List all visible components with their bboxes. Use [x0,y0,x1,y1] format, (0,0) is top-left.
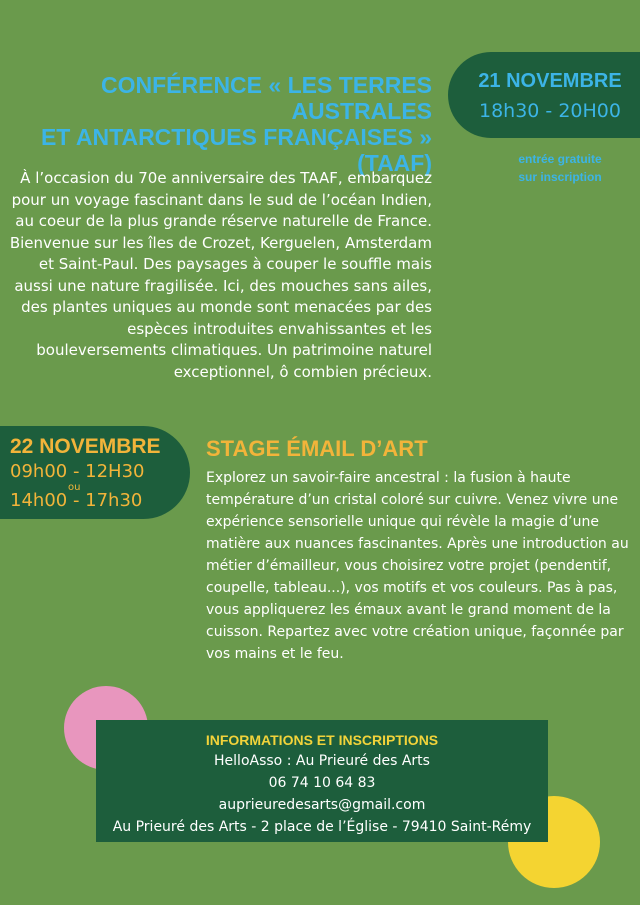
conference-description: À l’occasion du 70e anniversaire des TAAF, embarquez pour un voyage fascinant dans le sud de l’océan Indien, au coeur de la plus grande réserve naturelle de France. Bienvenue sur les îles de Crozet, Kerguelen, Amsterdam et Saint-Paul. Des paysages à couper le souffle mais aussi une nature fragilisée. Ici, des mouches sans ailes, des plantes uniques au monde sont menacées par des espèces introduites envahissantes et les bouleversements climatiques. Un patrimoine naturel exceptionnel, ô combien précieux. [9,169,432,381]
info-phone: 06 74 10 64 83 [268,775,376,791]
conference-date: 21 NOVEMBRE [478,70,622,92]
info-title: INFORMATIONS ET INSCRIPTIONS [205,732,439,748]
entry-note-line-1: entrée gratuite [518,152,602,166]
workshop-description: Explorez un savoir-faire ancestral : la fusion à haute température d’un cristal coloré sur cuivre. Venez vivre une expérience sensorielle unique qui révèle la magie d’une matière aux nuances fascinantes. Après une introduction au métier d’émailleur, vous choisirez votre projet (pendentif, coupelle, tableau...), vos motifs et vos couleurs. Pas à pas, vous appliquerez les émaux avant le grand moment de la cuisson. Repartez avec votre création unique, façonnée par vos mains et le feu. [206,470,629,662]
conference-entry-note [490,150,630,186]
info-helloasso: HelloAsso : Au Prieuré des Arts [214,753,430,769]
conference-title [10,72,432,176]
workshop-time-afternoon: 14h00 - 17h30 [10,490,143,511]
conference-title-line-1: CONFÉRENCE « LES TERRES AUSTRALES [101,72,432,124]
workshop-time-morning: 09h00 - 12H30 [10,461,145,482]
conference-title-line-3: (TAAF) [357,150,432,176]
info-address: Au Prieuré des Arts - 2 place de l’Église - 79410 Saint-Rémy [112,819,532,835]
workshop-title: STAGE ÉMAIL D’ART [206,436,428,461]
conference-date-pill [448,52,640,138]
info-email: auprieuredesarts@gmail.com [218,797,426,813]
conference-time: 18h30 - 20H00 [479,100,621,122]
entry-note-line-2: sur inscription [518,170,602,184]
conference-title-line-2: ET ANTARCTIQUES FRANÇAISES » [40,124,432,150]
workshop-date: 22 NOVEMBRE [10,435,161,458]
workshop-time-or: ou [68,482,81,493]
